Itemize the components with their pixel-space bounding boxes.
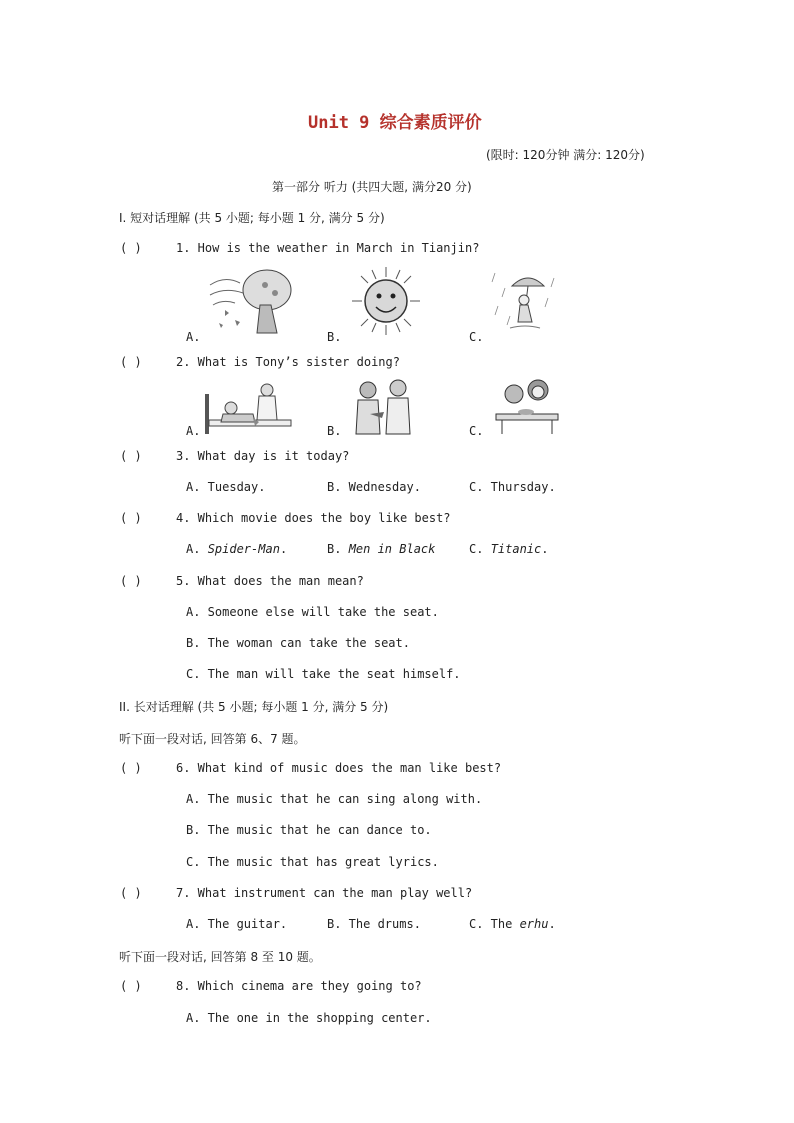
question-7-text: 7. What instrument can the man play well? bbox=[176, 886, 473, 900]
option-b[interactable]: B. Wednesday. bbox=[327, 480, 421, 494]
question-8-text: 8. Which cinema are they going to? bbox=[176, 979, 422, 993]
answer-blank[interactable]: ( ) bbox=[120, 355, 142, 369]
option-c[interactable]: C. bbox=[469, 330, 484, 344]
girls-at-table-icon bbox=[492, 378, 562, 436]
option-b[interactable]: B. The music that he can dance to. bbox=[186, 823, 432, 837]
windy-tree-icon bbox=[205, 265, 295, 337]
movie-title: Titanic bbox=[490, 542, 542, 556]
question-1-text: 1. How is the weather in March in Tianjin? bbox=[176, 241, 480, 255]
option-b[interactable]: B. The drums. bbox=[327, 917, 421, 931]
two-people-talking-icon bbox=[348, 378, 418, 436]
part1-heading: 第一部分 听力 (共四大题, 满分20 分) bbox=[272, 180, 472, 194]
answer-blank[interactable]: ( ) bbox=[120, 574, 142, 588]
answer-blank[interactable]: ( ) bbox=[120, 886, 142, 900]
answer-blank[interactable]: ( ) bbox=[120, 449, 142, 463]
time-info: (限时: 120分钟 满分: 120分) bbox=[486, 148, 645, 162]
option-b[interactable]: B. bbox=[327, 424, 342, 438]
option-c[interactable]: C. The erhu. bbox=[469, 917, 556, 931]
option-c[interactable]: C. Thursday. bbox=[469, 480, 556, 494]
option-a[interactable]: A. Tuesday. bbox=[186, 480, 266, 494]
page-title: Unit 9 综合素质评价 bbox=[308, 113, 482, 133]
option-c[interactable]: C. bbox=[469, 424, 484, 438]
option-a[interactable]: A. bbox=[186, 330, 201, 344]
instrument-name: erhu bbox=[519, 917, 549, 931]
answer-blank[interactable]: ( ) bbox=[120, 979, 142, 993]
answer-blank[interactable]: ( ) bbox=[120, 511, 142, 525]
option-b[interactable]: B. bbox=[327, 330, 342, 344]
sun-icon bbox=[348, 265, 424, 337]
answer-blank[interactable]: ( ) bbox=[120, 761, 142, 775]
option-b[interactable]: B. The woman can take the seat. bbox=[186, 636, 410, 650]
answer-blank[interactable]: ( ) bbox=[120, 241, 142, 255]
option-c[interactable]: C. The music that has great lyrics. bbox=[186, 855, 439, 869]
question-5-text: 5. What does the man mean? bbox=[176, 574, 364, 588]
instruction: 听下面一段对话, 回答第 6、7 题。 bbox=[119, 732, 306, 746]
question-6-text: 6. What kind of music does the man like best? bbox=[176, 761, 502, 775]
movie-title: Spider-Man bbox=[207, 542, 280, 556]
movie-title: Men in Black bbox=[348, 542, 436, 556]
question-3-text: 3. What day is it today? bbox=[176, 449, 350, 463]
option-a[interactable]: A. Someone else will take the seat. bbox=[186, 605, 439, 619]
option-c[interactable]: C. The man will take the seat himself. bbox=[186, 667, 461, 681]
option-a[interactable]: A. Spider-Man. bbox=[186, 542, 288, 556]
rain-umbrella-icon bbox=[490, 268, 560, 334]
option-b[interactable]: B. Men in Black bbox=[327, 542, 436, 556]
instruction: 听下面一段对话, 回答第 8 至 10 题。 bbox=[119, 950, 321, 964]
section1-heading: I. 短对话理解 (共 5 小题; 每小题 1 分, 满分 5 分) bbox=[119, 211, 385, 225]
option-a[interactable]: A. The music that he can sing along with. bbox=[186, 792, 483, 806]
question-2-text: 2. What is Tony’s sister doing? bbox=[176, 355, 400, 369]
question-4-text: 4. Which movie does the boy like best? bbox=[176, 511, 451, 525]
option-a[interactable]: A. The one in the shopping center. bbox=[186, 1011, 432, 1025]
option-c[interactable]: C. Titanic. bbox=[469, 542, 549, 556]
option-a[interactable]: A. bbox=[186, 424, 201, 438]
section2-heading: II. 长对话理解 (共 5 小题; 每小题 1 分, 满分 5 分) bbox=[119, 700, 389, 714]
option-a[interactable]: A. The guitar. bbox=[186, 917, 288, 931]
hospital-bed-icon bbox=[203, 380, 295, 436]
